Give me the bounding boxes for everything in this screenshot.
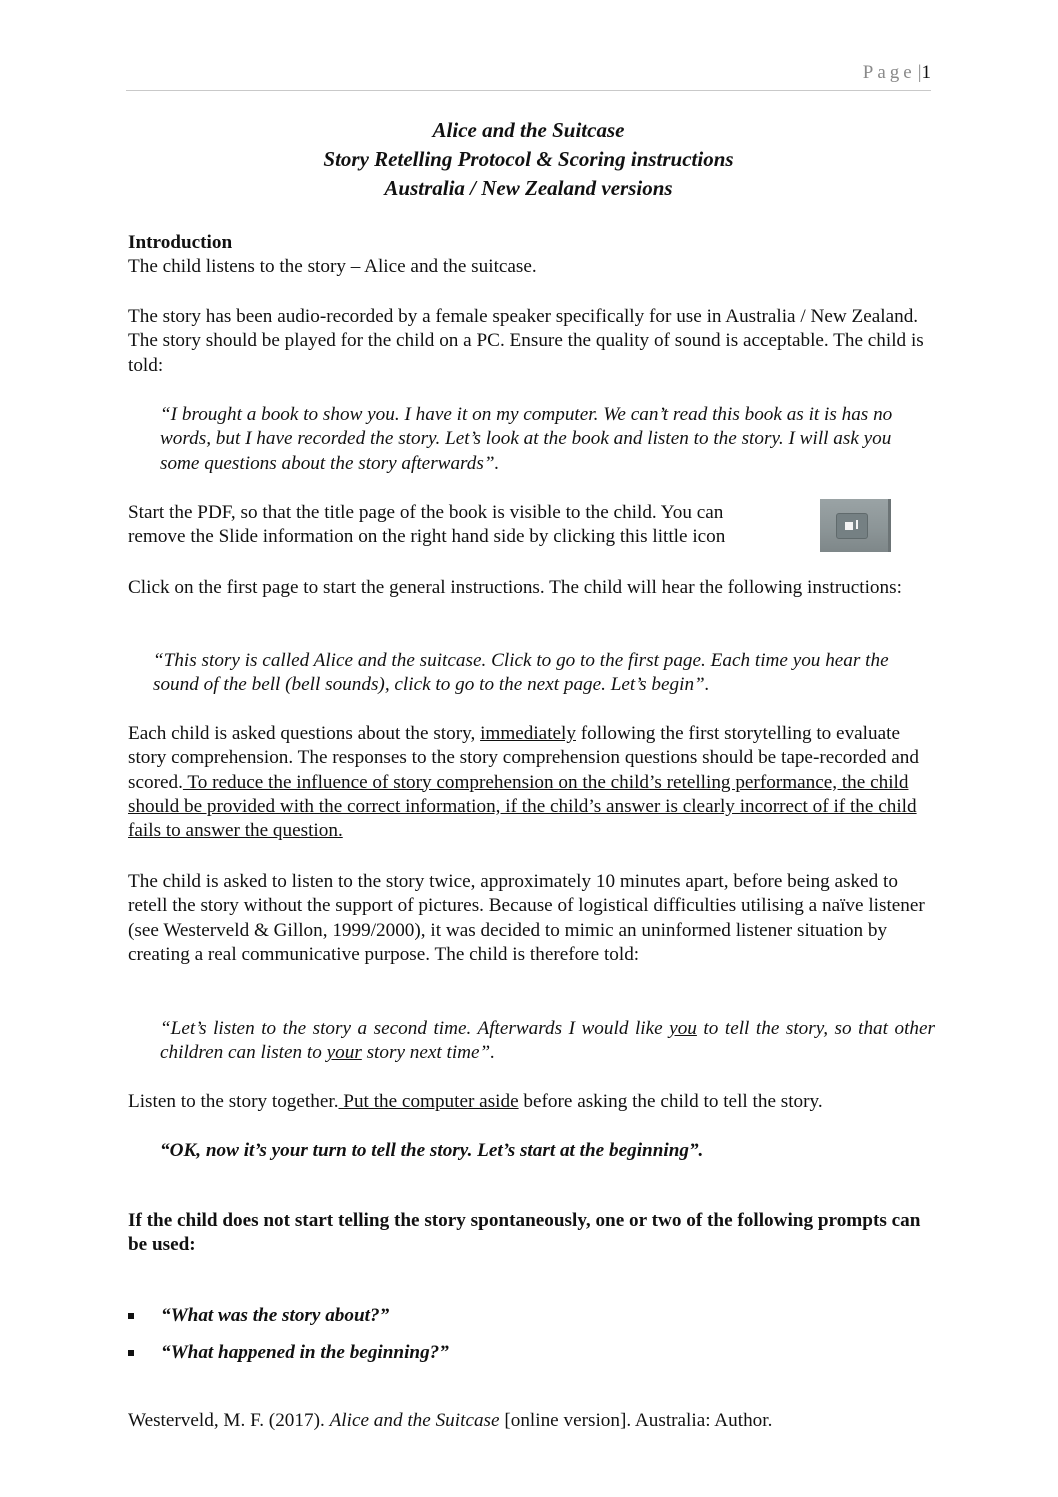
title-line-1: Alice and the Suitcase <box>432 118 625 142</box>
paragraph-audio: The story has been audio-recorded by a female speaker specifically for use in Australia / New Zealand. The story should be played for the child on a PC. Ensure the quality of sound is acceptable. The child is told: <box>128 306 924 376</box>
second-listen-text-a: “Let’s listen to the story a second time. Afterwards I would like <box>160 1018 670 1039</box>
paragraph-comprehension <box>128 722 938 843</box>
bullet-square-icon <box>128 1313 134 1319</box>
your-underlined: your <box>326 1042 362 1064</box>
page-number: 1 <box>921 62 931 83</box>
paragraph-first-page: Click on the first page to start the general instructions. The child will hear the following instructions: <box>128 577 902 598</box>
page-separator: | <box>917 62 922 83</box>
citation-title: Alice and the Suitcase <box>329 1410 500 1431</box>
paragraph-listen-together <box>128 1090 938 1114</box>
prompt-text: “What was the story about?” <box>161 1305 390 1326</box>
you-underlined: you <box>669 1018 697 1039</box>
listen-together-text-a: Listen to the story together. <box>128 1091 339 1112</box>
citation-rest: [online version]. Australia: Author. <box>499 1410 773 1431</box>
prompt-text: “What happened in the beginning?” <box>161 1342 449 1363</box>
computer-aside-underlined: Put the computer aside <box>338 1091 519 1112</box>
quote-intro-script: “I brought a book to show you. I have it on my computer. We can’t read this book as it is has no words, but I have recorded the story. Let’s look at the book and listen to the story. I will ask you some questions about the story afterwards”. <box>160 404 893 474</box>
footer-citation <box>128 1409 938 1433</box>
document-title <box>126 116 931 203</box>
page-word: Page <box>862 62 916 83</box>
start-pdf-line-1: Start the PDF, so that the title page of the book is visible to the child. You can <box>128 502 724 523</box>
page-header <box>126 62 931 91</box>
title-line-3: Australia / New Zealand versions <box>384 176 673 200</box>
paragraph-retell: The child is asked to listen to the story twice, approximately 10 minutes apart, before being asked to retell the story without the support of pictures. Because of logistical difficulties utilising a naïve listener (see Westerveld & Gillon, 1999/2000), it was decided to mimic an uninformed listener situation by creating a real communicative purpose. The child is therefore told: <box>128 871 925 965</box>
quote-second-listen <box>160 1017 935 1066</box>
quote-your-turn: “OK, now it’s your turn to tell the story. Let’s start at the beginning”. <box>160 1140 704 1161</box>
comprehension-text-b: following the first storytelling to evaluate story comprehension. The responses to the story comprehension questions should be tape-recorded and scored. <box>128 723 919 793</box>
quote-general-instructions: “This story is called Alice and the suitcase. Click to go to the first page. Each time you hear the sound of the bell (bell sounds), click to go to the next page. Let’s begin”. <box>153 650 889 696</box>
introduction-heading: Introduction <box>128 232 233 253</box>
listen-together-text-b: before asking the child to tell the story. <box>518 1091 823 1112</box>
introduction-line: The child listens to the story – Alice and the suitcase. <box>128 256 537 278</box>
immediately-underlined: immediately <box>480 723 576 744</box>
comprehension-text-a: Each child is asked questions about the story, <box>128 723 481 744</box>
introduction-section <box>128 231 938 280</box>
comprehension-underlined-note: To reduce the influence of story comprehension on the child’s retelling performance, the child should be provided with the correct information, if the child’s answer is clearly incorrect of if the child fails to answer the question. <box>128 771 917 842</box>
slide-panel-toggle-icon <box>820 499 891 552</box>
title-line-2: Story Retelling Protocol & Scoring instructions <box>323 147 734 171</box>
paragraph-prompts-intro: If the child does not start telling the story spontaneously, one or two of the following prompts can be used: <box>128 1210 921 1256</box>
bullet-square-icon <box>128 1350 134 1356</box>
paragraph-start-pdf <box>128 501 808 550</box>
citation-author: Westerveld, M. F. (2017). <box>128 1410 330 1431</box>
start-pdf-line-2: remove the Slide information on the right hand side by clicking this little icon <box>128 526 726 548</box>
second-listen-text-c: story next time”. <box>361 1042 496 1064</box>
second-listen-text-b: to tell the story, so that other children can listen to <box>160 1018 935 1064</box>
